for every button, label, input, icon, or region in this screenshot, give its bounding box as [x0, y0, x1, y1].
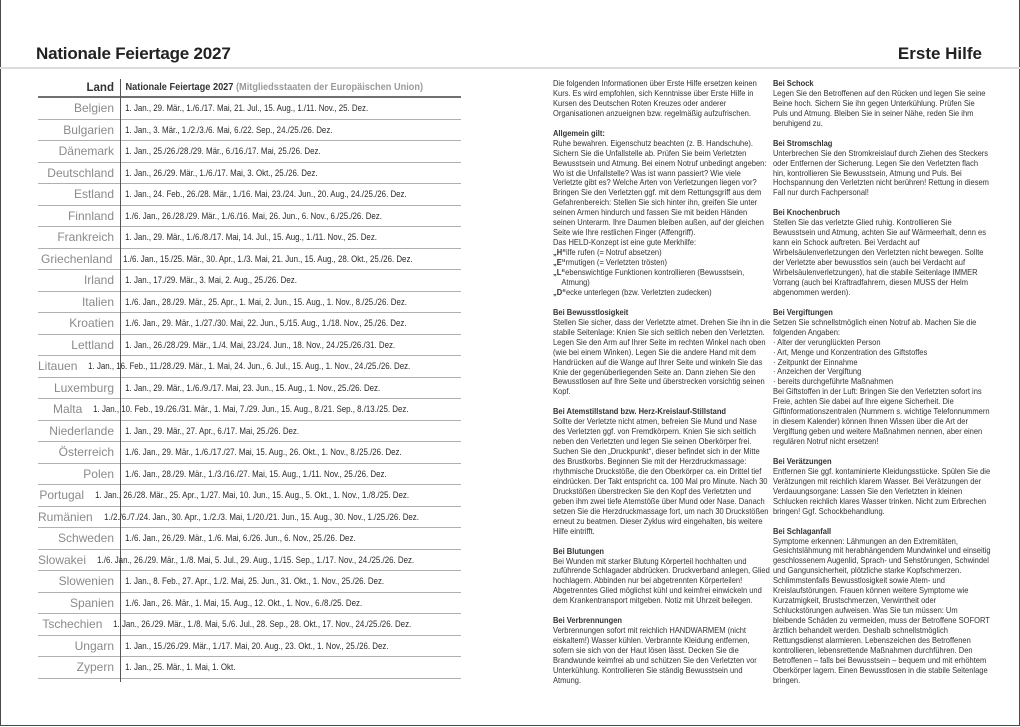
holiday-dates: 1. Jan., 29. Mär., 27. Apr., 6./17. Mai, 25./26. Dez. — [125, 425, 300, 436]
held-letter: „E“ — [553, 258, 566, 268]
held-letter: „D“ — [553, 287, 566, 297]
country-name: Polen — [83, 466, 114, 481]
first-aid-section — [773, 308, 991, 447]
header-rule — [0, 67, 1020, 69]
header-main: Nationale Feiertage 2027 — [125, 82, 234, 93]
section-heading: Bei Schlaganfall — [773, 526, 832, 536]
first-aid-column-right — [773, 79, 991, 696]
table-row — [38, 313, 461, 335]
held-text-cont: Atmung) — [561, 278, 590, 287]
table-row — [38, 184, 461, 206]
section-heading: Bei Verätzungen — [773, 456, 832, 466]
table-row — [38, 399, 461, 421]
first-aid-section — [553, 407, 771, 536]
section-heading: Allgemein gilt: — [553, 128, 605, 138]
section-text: Legen Sie den Betroffenen auf den Rücken und legen Sie seine Beine hoch. Sichern Sie ihn gegen Unterkühlung. Prüfen Sie Puls und Atmung. Bleiben Sie in seiner Nähe, reden Sie ihm beruhigend zu. — [773, 88, 986, 128]
table-row — [38, 657, 461, 679]
holiday-dates: 1. Jan., 26./28. Mär., 25. Apr., 1./27. Mai, 10. Jun., 15. Aug., 5. Okt., 1. Nov., 1./8./25. Dez. — [95, 490, 410, 501]
held-text: ecke unterlegen (bzw. Verletzten zudecken) — [565, 287, 712, 297]
country-name: Kroatien — [69, 316, 114, 331]
country-name: Malta — [52, 402, 83, 417]
table-row — [38, 227, 461, 249]
table-row — [38, 270, 461, 292]
table-row — [38, 507, 461, 529]
table-row — [38, 292, 461, 314]
country-name: Estland — [73, 187, 114, 202]
section-allgemein — [553, 129, 771, 298]
holiday-dates: 1. Jan., 26./29. Mär., 1./6./17. Mai, 3. Okt., 25./26. Dez. — [125, 167, 318, 178]
first-aid-section — [773, 79, 991, 129]
country-name: Spanien — [69, 595, 114, 610]
holiday-dates: 1./6. Jan., 26./28./29. Mär., 1./6./16. Mai, 26. Jun., 6. Nov., 6./25./26. Dez. — [125, 210, 382, 221]
section-text: Stellen Sie sicher, dass der Verletzte atmet. Drehen Sie ihn in die stabile Seitenlage: Knien Sie sich seitlich neben den Verletzten. Legen Sie den Arm auf Ihrer Seite im rechten Winkel nach oben (wie bei einem Winken). Legen Sie die andere Hand mit dem Handrücken auf die Wange auf Ihrer Seite und winkeln Sie das Knie der gegenüberliegenden Seite an. Dann ziehen Sie den Bewusstlosen auf Ihre Seite und überstrecken vorsichtig seinen Kopf. — [553, 317, 771, 397]
holiday-dates: 1. Jan., 3. Mär., 1./2./3./6. Mai, 6./22. Sep., 24./25./26. Dez. — [125, 124, 333, 135]
holiday-dates: 1./6. Jan., 26./29. Mär., 1./8. Mai, 5. Jul., 29. Aug., 1./15. Sep., 1./17. Nov., 24./25./26. Dez. — [97, 554, 415, 565]
holiday-dates: 1./6. Jan., 28./29. Mär., 1./3./16./27. Mai, 15. Aug., 1./11. Nov., 25./26. Dez. — [125, 468, 387, 479]
table-row — [38, 614, 461, 636]
section-heading: Bei Bewusstlosigkeit — [553, 307, 629, 317]
holiday-dates: 1. Jan., 29. Mär., 1./6./8./17. Mai, 14. Jul., 15. Aug., 1./11. Nov., 25. Dez. — [125, 232, 377, 243]
header-sub: (Mitgliedsstaaten der Europäischen Union) — [235, 82, 424, 93]
section-heading: Bei Stromschlag — [773, 138, 833, 148]
list-item: · Zeitpunkt der Einnahme — [773, 357, 858, 367]
held-intro: Das HELD-Konzept ist eine gute Merkhilfe: — [553, 238, 697, 248]
header-holidays — [120, 82, 423, 93]
table-row — [38, 528, 461, 550]
first-aid-column-left — [553, 79, 771, 696]
table-row — [38, 378, 461, 400]
table-row — [38, 335, 461, 357]
country-name: Italien — [81, 294, 114, 309]
table-row — [38, 98, 461, 120]
holiday-dates: 1. Jan., 25./26./28./29. Mär., 6./16./17. Mai, 25./26. Dez. — [125, 146, 321, 157]
country-name: Lettland — [71, 337, 114, 352]
section-heading: Bei Verbrennungen — [553, 616, 623, 626]
held-item — [553, 258, 771, 268]
holiday-dates: 1./6. Jan., 26./29. Mär., 1./6. Mai, 6./26. Jun., 6. Nov., 25./26. Dez. — [125, 533, 356, 544]
country-name: Zypern — [76, 660, 114, 675]
table-row — [38, 593, 461, 615]
table-row — [38, 571, 461, 593]
first-aid-section — [553, 308, 771, 398]
held-item — [553, 248, 771, 258]
table-header — [38, 79, 461, 98]
country-name: Griechenland — [41, 251, 113, 266]
holiday-dates: 1./2./6./7./24. Jan., 30. Apr., 1./2./3. Mai, 1./20./21. Jun., 15. Aug., 30. Nov., 1./25./26. Dez. — [103, 511, 419, 522]
table-row — [38, 636, 461, 658]
holiday-dates: 1. Jan., 29. Mär., 1./6./9./17. Mai, 23. Jun., 15. Aug., 1. Nov., 25./26. Dez. — [125, 382, 381, 393]
table-row — [38, 249, 461, 271]
country-name: Rumänien — [38, 509, 93, 524]
first-aid-section — [773, 208, 991, 298]
country-name: Ungarn — [74, 638, 114, 653]
holiday-dates: 1./6. Jan., 26. Mär., 1. Mai, 15. Aug., 12. Okt., 1. Nov., 6./8./25. Dez. — [125, 597, 363, 608]
table-row — [38, 550, 461, 572]
first-aid-section — [773, 527, 991, 686]
holiday-dates: 1. Jan., 26./28./29. Mär., 1./4. Mai, 23./24. Jun., 18. Nov., 24./25./26./31. Dez. — [125, 339, 396, 350]
section-heading: Bei Blutungen — [553, 546, 605, 556]
country-name: Litauen — [38, 359, 78, 374]
country-name: Schweden — [57, 531, 114, 546]
holiday-dates: 1. Jan., 24. Feb., 26./28. Mär., 1./16. Mai, 23./24. Jun., 20. Aug., 24./25./26. Dez. — [125, 189, 407, 200]
section-text: Entfernen Sie ggf. kontaminierte Kleidungsstücke. Spülen Sie die Verätzungen mit reichlich klarem Wasser. Bei Verätzungen der Verdauungsorgane: Lassen Sie den Verletzten in kleinen Schlucken reichlich klares Wasser trinken. Nicht zum Erbrechen bringen! Ggf. Schockbehandlung. — [773, 466, 991, 516]
held-item — [553, 288, 771, 298]
table-row — [38, 485, 461, 507]
held-text: ebenswichtige Funktionen kontrollieren (Bewusstsein, — [565, 268, 745, 278]
country-name: Belgien — [73, 101, 114, 116]
holiday-dates: 1. Jan., 10. Feb., 19./26./31. Mär., 1. Mai, 7./29. Jun., 15. Aug., 8./21. Sep., 8./13./25. Dez. — [93, 404, 409, 415]
list-item: · Anzeichen der Vergiftung — [773, 367, 862, 377]
header-land: Land — [86, 81, 114, 94]
table-row — [38, 141, 461, 163]
holiday-dates: 1./6. Jan., 15./25. Mär., 30. Apr., 1./3. Mai, 21. Jun., 15. Aug., 28. Okt., 25./26. Dez. — [123, 253, 414, 264]
intro-text: Die folgenden Informationen über Erste Hilfe ersetzen keinen Kurs. Es wird empfohlen, sich Kenntnisse über Erste Hilfe in Kursen des Deutschen Roten Kreuzes oder anderer Organisationen anzueignen bzw. regelmäßig aufzufrischen. — [553, 79, 757, 118]
holiday-dates: 1. Jan., 16. Feb., 11./28./29. Mär., 1. Mai, 24. Jun., 6. Jul., 15. Aug., 1. Nov., 24./25./26. Dez. — [88, 361, 411, 372]
page-title-first-aid: Erste Hilfe — [897, 44, 982, 63]
holiday-dates: 1. Jan., 17./29. Mär., 3. Mai, 2. Aug., 25./26. Dez. — [125, 275, 297, 286]
table-row — [38, 421, 461, 443]
holiday-dates: 1./6. Jan., 28./29. Mär., 25. Apr., 1. Mai, 2. Jun., 15. Aug., 1. Nov., 8./25./26. Dez. — [125, 296, 407, 307]
section-text: Verbrennungen sofort mit reichlich HANDWARMEM (nicht eiskaltem!) Wasser kühlen. Verbrannte Kleidung entfernen, sofern sie sich von der Haut lösen lässt. Decken Sie die Brandwunde keimfrei ab und schützen Sie den Verletzten vor Unterkühlung. Kontrollieren Sie ständig Bewusstsein und Atmung. — [553, 626, 757, 685]
table-row — [38, 206, 461, 228]
holiday-dates: 1. Jan., 26./29. Mär., 1./8. Mai, 5./6. Jul., 28. Sep., 28. Okt., 17. Nov., 24./25./26. Dez. — [113, 619, 412, 630]
first-aid-section — [773, 139, 991, 199]
section-heading: Bei Vergiftungen — [773, 307, 833, 317]
country-name: Slowakei — [38, 552, 87, 567]
country-name: Bulgarien — [63, 122, 114, 137]
section-text-2: Bei Giftstoffen in der Luft: Bringen Sie den Verletzten sofort ins Freie, achten Sie dabei auf Ihre eigene Sicherheit. Die Giftinformationszentralen (Nummern s. wichtige Telefonnummern in diesem Kalender) können Ihnen Wissen über die Art der Vergiftung geben und weitere Maßnahmen nennen, aber einen regulären Notruf nicht ersetzen! — [773, 387, 990, 447]
held-letter: „H“ — [553, 248, 566, 258]
section-heading: Bei Schock — [773, 79, 814, 88]
page-title-holidays: Nationale Feiertage 2027 — [36, 44, 231, 63]
held-letter: „L“ — [553, 268, 566, 278]
table-row — [38, 464, 461, 486]
table-body — [38, 98, 461, 679]
first-aid-section — [553, 616, 771, 686]
country-name: Portugal — [39, 488, 85, 503]
country-name: Österreich — [58, 445, 114, 460]
first-aid-section — [553, 547, 771, 607]
country-name: Irland — [83, 273, 114, 288]
holiday-dates: 1. Jan., 29. Mär., 1./6./17. Mai, 21. Jul., 15. Aug., 1./11. Nov., 25. Dez. — [125, 103, 369, 114]
holiday-dates: 1./6. Jan., 29. Mär., 1./6./17./27. Mai, 15. Aug., 26. Okt., 1. Nov., 8./25./26. Dez. — [125, 447, 402, 458]
held-item — [553, 268, 771, 288]
holiday-dates: 1./6. Jan., 29. Mär., 1./27./30. Mai, 22. Jun., 5./15. Aug., 1./18. Nov., 25./26. Dez. — [125, 318, 407, 329]
held-text: rmutigen (= Verletzten trösten) — [565, 258, 668, 268]
table-row — [38, 356, 461, 378]
list-item: · bereits durchgeführte Maßnahmen — [773, 377, 894, 387]
holidays-table — [38, 79, 461, 679]
holiday-dates: 1. Jan., 25. Mär., 1. Mai, 1. Okt. — [125, 662, 236, 673]
held-text: ilfe rufen (= Notruf absetzen) — [565, 248, 662, 258]
section-text: Ruhe bewahren. Eigenschutz beachten (z. B. Handschuhe). Sichern Sie die Unfallstelle ab. Prüfen Sie beim Verletzten Bewusstsein und Atmung. Bei einem Notruf unbedingt angeben: Wo ist die Unfallstelle? Was ist wann passiert? Wie viele Verletzte gibt es? Welche Arten von Verletzungen liegen vor? Bringen Sie den Verletzten ggf. mit dem Rettungsgriff aus dem Gefahrenbereich: Stellen Sie sich hinter ihn, greifen Sie unter seinen Armen hindurch und fassen Sie mit beiden Händen seinen Unterarm. Ihre Daumen bleiben außen, auf der gleichen Seite wie Ihre restlichen Finger (Affengriff). — [553, 138, 767, 238]
country-name: Dänemark — [58, 144, 114, 159]
table-row — [38, 120, 461, 142]
first-aid-section — [773, 457, 991, 517]
country-name: Niederlande — [49, 423, 114, 438]
country-name: Luxemburg — [53, 380, 114, 395]
section-text: Bei Wunden mit starker Blutung Körperteil hochhalten und zuführende Schlagader abdrücken. Druckverband anlegen, Glied hochlagern. Abbinden nur bei abgetrennten Körperteilen! Abgetrenntes Glied möglichst kühl und keimfrei einwickeln und dem Krankentransport mitgeben. Notiz mit Uhrzeit beilegen. — [553, 556, 770, 606]
holiday-dates: 1. Jan., 15./26./29. Mär., 1./17. Mai, 20. Aug., 23. Okt., 1. Nov., 25./26. Dez. — [125, 640, 389, 651]
section-text: Unterbrechen Sie den Stromkreislauf durch Ziehen des Steckers oder Entfernen der Sicherung. Legen Sie den Verletzten flach hin, kontrollieren Sie Bewusstsein, Atmung und Puls. Bei Hochspannung den Verletzten nicht berühren! Rettung in diesem Fall nur durch Fachpersonal! — [773, 148, 989, 198]
list-item: · Art, Menge und Konzentration des Giftstoffes — [773, 347, 928, 357]
country-name: Frankreich — [57, 230, 114, 245]
section-text: Stellen Sie das verletzte Glied ruhig. Kontrollieren Sie Bewusstsein und Atmung, achten Sie auf Wärmeerhalt, denn es kann ein Schock auftreten. Bei Verdacht auf Wirbelsäulenverletzungen den Verletzten nicht bewegen. Sollte der Verletzte aber bewusstlos sein (auch bei Verdacht auf Wirbelsäulenverletzungen), hat die stabile Seitenlage IMMER Vorrang (auch bei Kraftradfahrern, diesen MUSS der Helm abgenommen werden). — [773, 218, 986, 297]
list-item: · Alter der verunglückten Person — [773, 337, 881, 347]
section-text: Setzen Sie schnellstmöglich einen Notruf ab. Machen Sie die folgenden Angaben: — [773, 317, 977, 337]
table-row — [38, 163, 461, 185]
section-heading: Bei Knochenbruch — [773, 208, 840, 218]
country-name: Slowenien — [58, 574, 114, 589]
table-row — [38, 442, 461, 464]
section-text: Symptome erkennen: Lähmungen an den Extremitäten, Gesichtslähmung mit herabhängendem Mundwinkel und einseitig geschlossenem Augenlid, Sprach- und Sehstörungen, Schwindel und Gangunsicherheit, plötzliche starke Kopfschmerzen. Schlimmstenfalls Bewusstlosigkeit sowie Atem- und Kreislaufstörungen. Frauen können weitere Symptome wie Kurzatmigkeit, Brustschmerzen, Verwirrtheit oder Schluckstörungen aufweisen. Was Sie tun müssen: Um bleibende Schäden zu vermeiden, muss der Betroffene SOFORT ärztlich behandelt werden. Deshalb schnellstmöglich Rettungsdienst alarmieren. Lebenszeichen des Betroffenen kontrollieren, lebensrettende Maßnahmen durchführen. Den Betroffenen – falls bei Bewusstsein – bequem und mit erhöhtem Oberkörper lagern. Einen Bewusstlosen in die stabile Seitenlage bringen. — [773, 536, 991, 685]
section-heading: Bei Atemstillstand bzw. Herz-Kreislauf-Stillstand — [553, 407, 727, 417]
section-text: Sollte der Verletzte nicht atmen, befreien Sie Mund und Nase des Verletzten ggf. von Fremdkörpern. Knien Sie sich seitlich neben den Verletzten und legen Sie seinen Oberkörper frei. Suchen Sie den „Druckpunkt“, dieser befindet sich in der Mitte des Brustkorbs. Beginnen Sie mit der Herzdruckmassage: rhythmische Druckstöße, die den Oberkörper ca. ein Drittel tief eindrücken. Der Takt entspricht ca. 100 Mal pro Minute. Nach 30 Druckstößen überstrecken Sie den Kopf des Verletzten und geben ihm zwei tiefe Atemstöße über Mund oder Nase. Danach setzen Sie die Herzdruckmassage fort, um nach 30 Druckstößen erneut zu beatmen. Dieser Zyklus wird eingehalten, bis weitere Hilfe eintrifft. — [553, 417, 769, 536]
holiday-dates: 1. Jan., 8. Feb., 27. Apr., 1./2. Mai, 25. Jun., 31. Okt., 1. Nov., 25./26. Dez. — [125, 576, 385, 587]
country-name: Tschechien — [42, 617, 103, 632]
country-name: Finnland — [67, 208, 114, 223]
country-name: Deutschland — [47, 165, 114, 180]
